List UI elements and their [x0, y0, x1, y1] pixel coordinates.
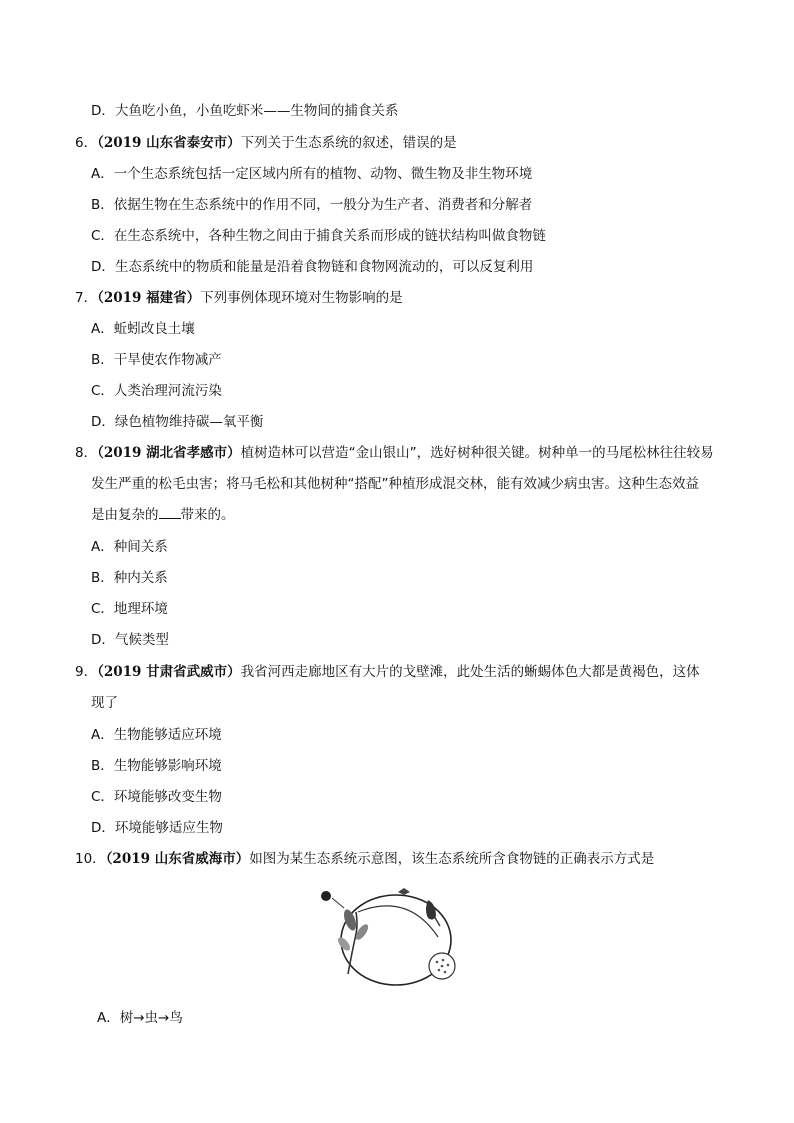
question-9 [75, 663, 700, 681]
insect-icon [398, 888, 410, 895]
option-b: B．种内关系 [91, 570, 168, 586]
question-number: 10． [75, 851, 106, 867]
question-number: 7． [75, 290, 98, 306]
question-stem: 如图为某生态系统示意图，该生态系统所含食物链的正确表示方式是 [249, 851, 655, 867]
option-d: D．气候类型 [91, 632, 169, 648]
option-c: C．在生态系统中，各种生物之间由于捕食关系而形成的链状结构叫做食物链 [91, 228, 546, 244]
leaf-icon [336, 935, 352, 952]
option-b: B．生物能够影响环境 [91, 758, 222, 774]
question-8 [75, 444, 714, 462]
option-c: C．人类治理河流污染 [91, 383, 222, 399]
question-stem: 下列关于生态系统的叙述，错误的是 [240, 135, 457, 151]
question-stem: 我省河西走廊地区有大片的戈壁滩，此处生活的蜥蜴体色大都是黄褐色，这体 [240, 664, 700, 680]
question-10 [75, 850, 654, 868]
question-stem-text: 是由复杂的 [91, 507, 159, 523]
leaf-icon [342, 908, 359, 932]
question-stem-continued: 发生严重的松毛虫害；将马毛松和其他树种“搭配”种植形成混交林，能有效减少病虫害。这种生态效益 [91, 476, 699, 492]
question-stem: 植树造林可以营造“金山银山”，选好树种很关键。树种单一的马尾松林往往较易 [240, 445, 714, 461]
sun-icon [321, 891, 331, 901]
option-d: D．绿色植物维持碳—氧平衡 [91, 414, 264, 430]
question-stem-continued [91, 506, 235, 524]
option-c: C．地理环境 [91, 601, 168, 617]
option-a: A．生物能够适应环境 [91, 727, 222, 743]
question-stem-text: 带来的。 [180, 507, 235, 523]
option-b: B．干旱使农作物减产 [91, 352, 222, 368]
option-a: A．种间关系 [91, 539, 168, 555]
question-number: 6． [75, 135, 98, 151]
question-source: （2019 山东省泰安市） [97, 135, 241, 151]
bird-tail [434, 916, 440, 926]
option-d: D．大鱼吃小鱼，小鱼吃虾米——生物间的捕食关系 [91, 103, 399, 119]
question-6 [75, 134, 457, 152]
option-a: A．蚯蚓改良土壤 [91, 321, 195, 337]
ecosystem-figure [318, 882, 468, 992]
question-stem: 下列事例体现环境对生物影响的是 [200, 290, 403, 306]
question-source: （2019 山东省威海市） [105, 851, 250, 867]
option-a: A．一个生态系统包括一定区域内所有的植物、动物、微生物及非生物环境 [91, 166, 533, 182]
answer-blank [159, 506, 181, 519]
arrow-icon [332, 898, 344, 908]
option-b: B．依据生物在生态系统中的作用不同，一般分为生产者、消费者和分解者 [91, 197, 533, 213]
option-a: A．树→虫→鸟 [97, 1010, 183, 1026]
question-source: （2019 福建省） [97, 290, 201, 306]
option-c: C．环境能够改变生物 [91, 789, 222, 805]
question-source: （2019 湖北省孝感市） [97, 445, 241, 461]
question-stem-continued: 现了 [91, 695, 118, 711]
question-number: 8． [75, 445, 98, 461]
question-number: 9． [75, 664, 98, 680]
cycle-arc [358, 906, 438, 937]
option-d: D．生态系统中的物质和能量是沿着食物链和食物网流动的，可以反复利用 [91, 259, 534, 275]
option-d: D．环境能够适应生物 [91, 820, 223, 836]
question-source: （2019 甘肃省武威市） [97, 664, 241, 680]
question-7 [75, 289, 403, 307]
